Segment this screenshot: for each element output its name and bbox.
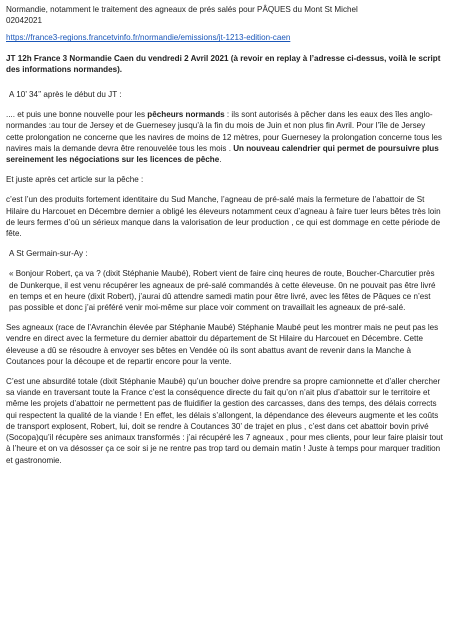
title-date: 02042021 <box>6 16 43 26</box>
fishers-text-end: . <box>219 155 222 165</box>
transition-line: Et juste après cet article sur la pêche : <box>6 175 144 185</box>
source-link[interactable]: https://france3-regions.francetvinfo.fr/normandie/emissions/jt-1213-edition-caen <box>6 33 291 43</box>
sheep-paragraph: Ses agneaux (race de l’Avranchin élevée par Stéphanie Maubé) Stéphanie Maubé peut les montrer mais ne peut pas les vendre en direct avec la fermeture du dernier abattoir du département de St Hilaire du Harcouet en Décembre. Cette éleveuse a dû se résoudre à envoyer ses bêtes en Vendée où ils sont abattus avant de revenir dans la Manche à Coutances pour la découpe et de repartir encore pour la vente. <box>6 323 439 366</box>
absurdity-paragraph: C’est une absurdité totale (dixit Stéphanie Maubé) qu’un boucher doive prendre sa propre camionnette et d’aller chercher sa viande en traversant toute la France c’est la conséquence directe du fait qu’on n’ait plus d’abattoir sur le territoire et même les projets d’abattoir ne permettent pas de fluidifier la gestion des carcasses, dans des temps, des délais corrects qui respectent la qualité de la viande ! En effet, les délais s’allongent, la dépendance des éleveurs augmente et les coûts de transport explosent, Robert, lui, doit se rendre à Coutances 30’ de trajet en plus , c’est dans cet abattoir bovin privé (Socopa)qu’il récupère ses animaux transformés : j’ai récupéré les 7 agneaux , pour mes clients, pour leur faire plaisir tout à l’heure et on va désosser ça ce soir si je ne rentre pas trop tard ou demain matin ! Juste à temps pour marquer tradition et gastronomie. <box>6 377 443 465</box>
fishers-paragraph <box>6 109 444 165</box>
fishers-highlight: pêcheurs normands <box>147 110 225 120</box>
fishers-conclusion: Un nouveau calendrier qui permet de poursuivre plus sereinement les négociations sur les licences de pêche <box>6 143 439 165</box>
quote-paragraph: « Bonjour Robert, ça va ? (dixit Stéphanie Maubé), Robert vient de faire cinq heures de route, Boucher-Charcutier près de Dunkerque, il est venu récupérer les agneaux de pré-salé commandés à cette éleveuse. 0n ne pouvait pas être livré en temps et en heure (dixit Robert), j’aurai dû attendre samedi matin pour être livré, avec les fêtes de Pâques ce n’est pas possible et donc j’ai préféré venir moi-même sur place voir comment on travaillait les agneaux de pré-salé. <box>9 269 436 313</box>
time-marker: A 10’ 34’’ après le début du JT : <box>9 90 122 100</box>
fishers-text-start: .... et puis une bonne nouvelle pour les <box>6 110 148 120</box>
title-line-1: Normandie, notamment le traitement des agneaux de prés salés pour PÂQUES du Mont St Michel <box>6 5 358 14</box>
document-title <box>6 4 444 26</box>
intro-paragraph: JT 12h France 3 Normandie Caen du vendredi 2 Avril 2021 (à revoir en replay à l’adresse ci-dessus, voilà le script des informations normandes). <box>6 53 441 74</box>
location-line: A St Germain-sur-Ay : <box>9 249 88 259</box>
lamb-intro-paragraph: c’est l’un des produits fortement identitaire du Sud Manche, l’agneau de pré-salé mais la fermeture de l’abattoir de St Hilaire du Harcouet en Décembre dernier a obligé les éleveurs notamment ceux d’agneau à faire tuer leurs bêtes très loin de leurs fermes d’où un sérieux manque dans la valorisation de leur production , ce qui est dommage en cette période de fête. <box>6 195 441 239</box>
fishers-text-middle: : ils sont autorisés à pêcher dans les eaux des îles anglo-normandes :au tour de Jersey et de Guernesey jusqu’à la fin du mois de Juin et non plus fin Avril. Pour l’île de Jersey cette prolongation ne concerne que les navires de moins de 12 mètres, pour Guernesey la prolongation concerne tous les navires mais la demande devra être renouvelée tous les mois . <box>6 110 442 153</box>
